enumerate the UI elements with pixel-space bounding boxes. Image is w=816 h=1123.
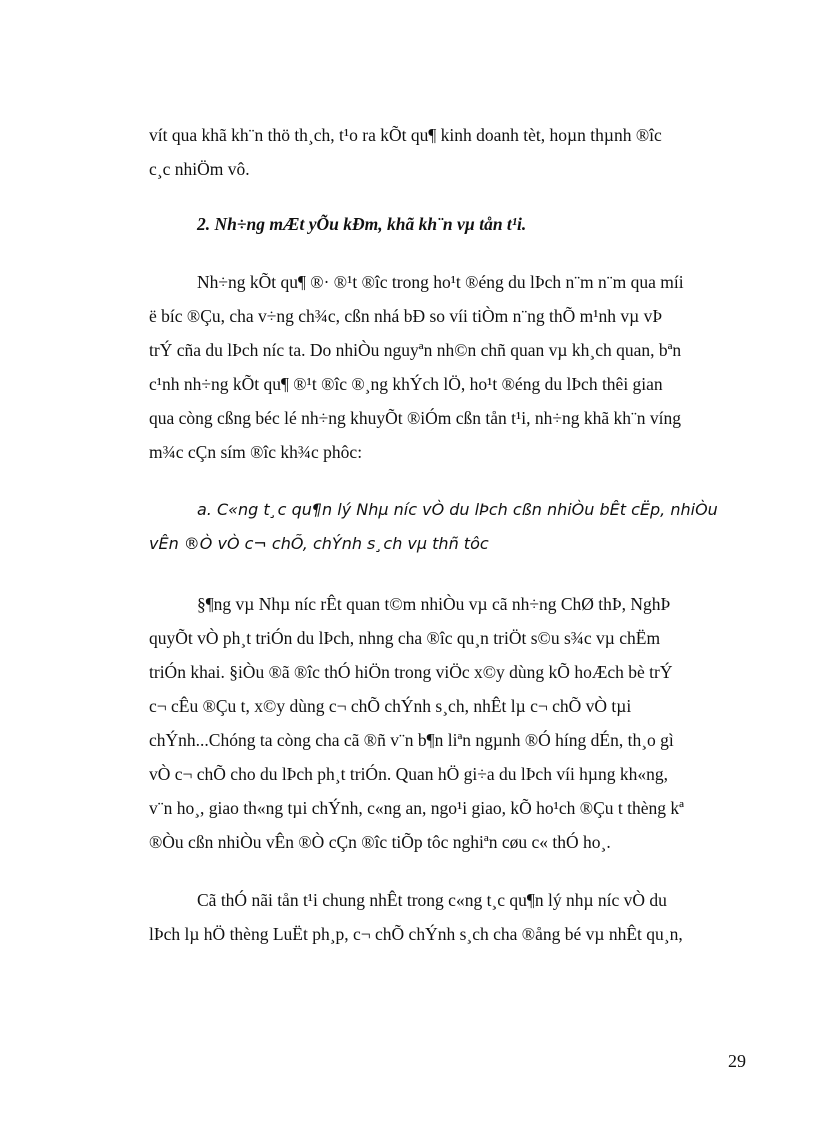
body-text-line: lÞch lµ hÖ thèng LuËt ph¸p, c¬ chÕ chÝnh s¸ch cha ®ång bé vµ nhÊt qu¸n, [149,924,683,944]
body-text-line: Cã thÓ nãi tån t¹i chung nhÊt trong c«ng t¸c qu¶n lý nhµ níc vÒ du [197,890,667,910]
body-text-line: vÒ c¬ chÕ cho du lÞch ph¸t triÓn. Quan hÖ gi÷a du lÞch víi hµng kh«ng, [149,764,669,784]
body-text-line: c¬ cÊu ®Çu t, x©y dùng c¬ chÕ chÝnh s¸ch, nhÊt lµ c¬ chÕ vÒ tµi [149,696,632,716]
page-number: 29 [728,1051,746,1071]
body-text-line: trÝ cña du lÞch níc ta. Do nhiÒu nguyªn nh©n chñ quan vµ kh¸ch quan, bªn [149,340,682,360]
body-text-line: triÓn khai. §iÒu ®ã ®îc thÓ hiÖn trong viÖc x©y dùng kÕ hoÆch bè trÝ [149,662,673,682]
subsection-heading: vÊn ®Ò vÒ c¬ chÕ, chÝnh s¸ch vµ thñ tôc [149,534,489,553]
body-text-line: §¶ng vµ Nhµ níc rÊt quan t©m nhiÒu vµ cã nh÷ng ChØ thÞ, NghÞ [197,594,671,614]
subsection-heading: a. C«ng t¸c qu¶n lý Nhµ níc vÒ du lÞch cßn nhiÒu bÊt cËp, nhiÒu [197,500,718,519]
body-text-line: ë bíc ®Çu, cha v÷ng ch¾c, cßn nhá bÐ so víi tiÒm n¨ng thÕ m¹nh vµ vÞ [149,306,663,326]
body-text-line: quyÕt vÒ ph¸t triÓn du lÞch, nhng cha ®îc qu¸n triÖt s©u s¾c vµ chËm [149,628,661,648]
body-text-line: Nh÷ng kÕt qu¶ ®· ®¹t ®îc trong ho¹t ®éng du lÞch n¨m n¨m qua míi [197,272,684,292]
body-text-line: c¸c nhiÖm vô. [149,159,250,179]
body-text-line: c¹nh nh÷ng kÕt qu¶ ®¹t ®îc ®¸ng khÝch lÖ, ho¹t ®éng du lÞch thêi gian [149,374,663,394]
body-text-line: chÝnh...Chóng ta còng cha cã ®ñ v¨n b¶n liªn ngµnh ®Ó híng dÉn, th¸o gì [149,730,674,750]
body-text-line: v¨n ho¸, giao th«ng tµi chÝnh, c«ng an, ngo¹i giao, kÕ ho¹ch ®Çu t thèng kª [149,798,684,818]
section-heading: 2. Nh÷ng mÆt yÕu kÐm, khã kh¨n vµ tån t¹i. [197,214,527,234]
body-text-line: qua còng cßng béc lé nh÷ng khuyÕt ®iÓm cßn tån t¹i, nh÷ng khã kh¨n víng [149,408,682,428]
body-text-line: ®Òu cßn nhiÒu vÊn ®Ò cÇn ®îc tiÕp tôc nghiªn cøu c« thÓ ho¸. [149,832,611,852]
body-text-line: vít qua khã kh¨n thö th¸ch, t¹o ra kÕt qu¶ kinh doanh tèt, hoµn thµnh ®îc [149,125,662,145]
body-text-line: m¾c cÇn sím ®îc kh¾c phôc: [149,442,363,462]
